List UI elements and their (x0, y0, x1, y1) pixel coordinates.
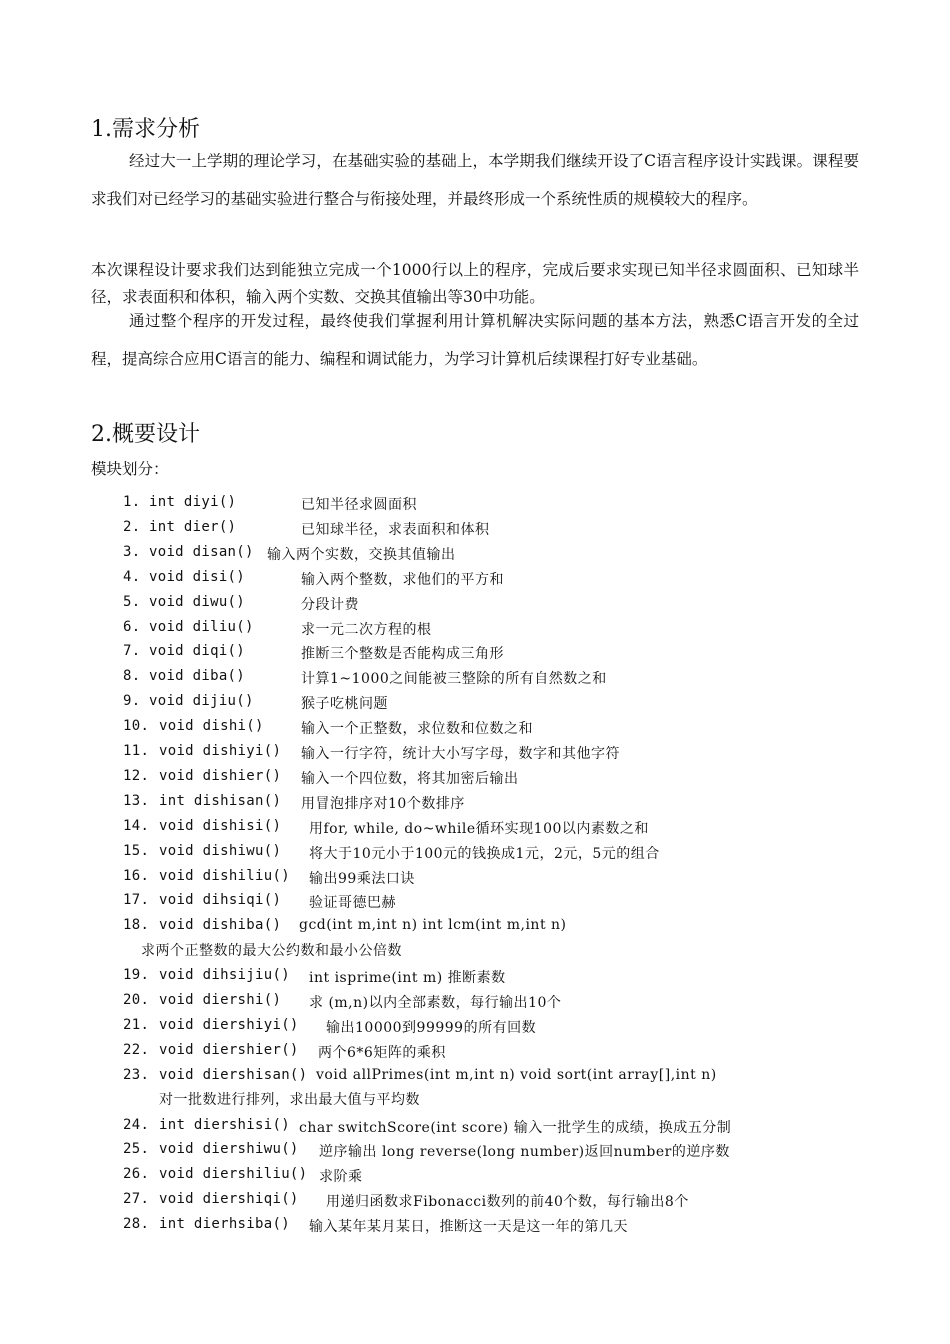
modules-label: 模块划分： (91, 460, 169, 478)
module-signature: void dihsiqi() (159, 892, 282, 909)
module-item (123, 718, 533, 738)
module-description: 分段计费 (301, 596, 359, 613)
module-number: 20. (123, 992, 150, 1008)
module-item (123, 618, 432, 638)
module-item (123, 992, 562, 1011)
module-item (123, 1141, 730, 1161)
module-signature: void diwu() (149, 593, 246, 610)
module-item (123, 743, 620, 762)
module-signature: void dishi() (159, 718, 264, 735)
module-description: 输入一行字符，统计大小写字母，数字和其他字符 (301, 746, 620, 762)
module-number: 27. (123, 1191, 150, 1208)
module-number: 1. (123, 494, 141, 510)
module-item (123, 767, 519, 787)
module-number: 17. (123, 892, 150, 909)
module-item (123, 917, 567, 934)
module-signature: void dijiu() (149, 693, 254, 710)
module-signature: void dishiyi() (159, 743, 282, 759)
module-signature: int diyi() (149, 494, 237, 510)
paragraph-intro: 经过大一上学期的理论学习，在基础实验的基础上，本学期我们继续开设了C语言程序设计实践课。课程要求我们对已经学习的基础实验进行整合与衔接处理，并最终形成一个系统性质的规模较大的程序。 (91, 152, 859, 208)
module-description: 逆序输出 long reverse(long number)返回number的逆序数 (319, 1144, 730, 1161)
module-number: 16. (123, 867, 150, 884)
module-number: 4. (123, 568, 141, 585)
module-item (123, 568, 504, 588)
module-signature: void diershier() (159, 1041, 299, 1058)
module-item (123, 1066, 717, 1083)
module-signature: void disan() (149, 543, 254, 560)
module-number: 9. (123, 693, 141, 710)
module-signature: void diershiliu() (159, 1166, 308, 1183)
module-number: 22. (123, 1041, 150, 1058)
paragraph-goals: 通过整个程序的开发过程，最终使我们掌握利用计算机解决实际问题的基本方法，熟悉C语言开发的全过程，提高综合应用C语言的能力、编程和调试能力，为学习计算机后续课程打好专业基础。 (91, 312, 859, 368)
module-number: 26. (123, 1166, 150, 1183)
module-number: 7. (123, 643, 141, 660)
section-title-overview: 2.概要设计 (91, 422, 200, 447)
module-description: 用for, while, do~while循环实现100以内素数之和 (309, 820, 649, 837)
module-description: 输入某年某月某日，推断这一天是这一年的第几天 (309, 1219, 628, 1236)
module-signature: int dierhsiba() (159, 1216, 290, 1233)
module-18-continuation: 求两个正整数的最大公约数和最小公倍数 (141, 943, 402, 959)
module-item (123, 867, 415, 887)
module-signature: void diba() (149, 668, 246, 685)
module-number: 15. (123, 842, 150, 859)
module-description: 验证哥德巴赫 (309, 895, 396, 912)
module-item (123, 643, 504, 663)
module-item (123, 1041, 446, 1061)
module-number: 2. (123, 518, 141, 535)
paragraph-requirements: 本次课程设计要求我们达到能独立完成一个1000行以上的程序，完成后要求实现已知半径求圆面积、已知球半径，求表面积和体积，输入两个实数、交换其值输出等30中功能。 (91, 261, 859, 306)
module-number: 5. (123, 593, 141, 610)
module-signature: void dishiliu() (159, 867, 290, 884)
module-description: 用递归函数求Fibonacci数列的前40个数，每行输出8个 (326, 1194, 689, 1211)
module-number: 3. (123, 543, 141, 560)
module-signature: void diershiyi() (159, 1016, 299, 1033)
module-23-continuation: 对一批数进行排列，求出最大值与平均数 (159, 1092, 420, 1108)
module-description: 推断三个整数是否能构成三角形 (301, 646, 504, 663)
module-item (123, 1191, 689, 1211)
module-item (123, 967, 506, 987)
module-description: 两个6*6矩阵的乘积 (318, 1044, 446, 1061)
module-signature: void diershiwu() (159, 1141, 299, 1158)
module-number: 25. (123, 1141, 150, 1158)
module-description: 输入两个实数，交换其值输出 (267, 546, 456, 563)
module-item (123, 593, 359, 613)
module-number: 10. (123, 718, 150, 735)
module-item (123, 1116, 732, 1136)
module-number: 11. (123, 743, 150, 759)
module-description: 用冒泡排序对10个数排序 (301, 795, 465, 812)
module-description: char switchScore(int score) 输入一批学生的成绩，换成五分制 (299, 1119, 732, 1136)
module-number: 14. (123, 817, 150, 834)
module-description: 输出99乘法口诀 (309, 870, 415, 887)
module-description: 计算1~1000之间能被三整除的所有自然数之和 (301, 671, 607, 688)
module-description: 求 (m,n)以内全部素数，每行输出10个 (309, 995, 562, 1011)
module-item (123, 792, 465, 812)
module-signature: void dishisi() (159, 817, 282, 834)
module-signature: void dihsijiu() (159, 967, 290, 984)
module-description: void allPrimes(int m,int n) void sort(int array[],int n) (316, 1066, 717, 1083)
module-number: 13. (123, 792, 150, 809)
module-number: 8. (123, 668, 141, 685)
module-description: 输入两个整数，求他们的平方和 (301, 571, 504, 588)
module-signature: void dishiba() (159, 917, 282, 934)
module-description: 求一元二次方程的根 (301, 621, 432, 638)
module-item (123, 1216, 628, 1236)
module-item (123, 543, 456, 563)
module-signature: void diqi() (149, 643, 246, 660)
module-number: 19. (123, 967, 150, 984)
module-signature: int diershisi() (159, 1116, 290, 1133)
module-description: int isprime(int m) 推断素数 (309, 970, 506, 987)
module-description: 将大于10元小于100元的钱换成1元，2元，5元的组合 (309, 845, 660, 862)
module-item (123, 518, 490, 538)
module-signature: void diliu() (149, 618, 254, 635)
module-description: 输入一个正整数，求位数和位数之和 (301, 721, 533, 738)
module-signature: int dier() (149, 518, 237, 535)
module-description: 求阶乘 (319, 1169, 363, 1186)
section-title-requirements: 1.需求分析 (91, 117, 200, 142)
module-description: gcd(int m,int n) int lcm(int m,int n) (299, 917, 567, 934)
module-number: 24. (123, 1116, 150, 1133)
module-item (123, 693, 388, 713)
module-number: 12. (123, 767, 150, 784)
module-signature: void disi() (149, 568, 246, 585)
module-number: 23. (123, 1066, 150, 1083)
module-item (123, 494, 417, 513)
module-item (123, 842, 660, 862)
module-description: 输入一个四位数，将其加密后输出 (301, 770, 519, 787)
module-number: 21. (123, 1016, 150, 1033)
module-item (123, 892, 396, 912)
module-description: 已知球半径，求表面积和体积 (301, 521, 490, 538)
module-signature: void diershisan() (159, 1066, 308, 1083)
module-signature: void diershi() (159, 992, 282, 1008)
module-item (123, 1166, 363, 1186)
module-description: 猴子吃桃问题 (301, 696, 388, 713)
module-number: 6. (123, 618, 141, 635)
module-number: 28. (123, 1216, 150, 1233)
module-description: 已知半径求圆面积 (301, 497, 417, 513)
module-item (123, 1016, 537, 1036)
module-item (123, 668, 607, 688)
module-description: 输出10000到99999的所有回数 (326, 1019, 537, 1036)
module-signature: int dishisan() (159, 792, 282, 809)
module-signature: void dishier() (159, 767, 282, 784)
module-number: 18. (123, 917, 150, 934)
module-signature: void diershiqi() (159, 1191, 299, 1208)
module-signature: void dishiwu() (159, 842, 282, 859)
module-item (123, 817, 649, 837)
